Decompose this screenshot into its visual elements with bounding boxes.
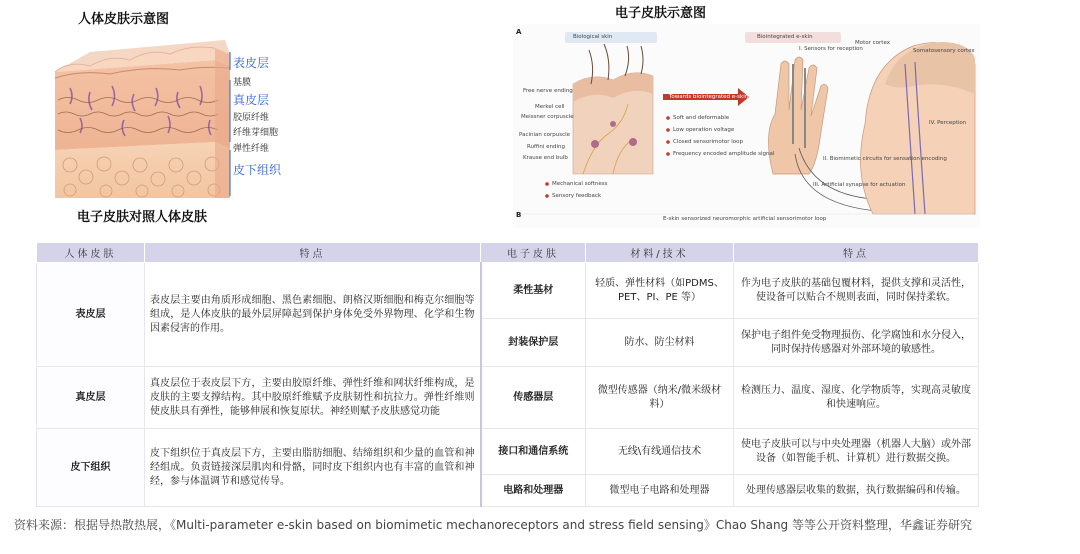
label-subcutaneous: 皮下组织	[233, 163, 282, 177]
eskin-component: 传感器层	[481, 367, 586, 429]
eskin-illustration	[513, 24, 980, 228]
synapse-label: III. Artificial synapse for actuation	[813, 182, 906, 188]
label-basement-membrane: 基膜	[233, 78, 252, 88]
receptor-label: Krause end bulb	[523, 155, 568, 161]
eskin-figure-title: 电子皮肤示意图	[615, 6, 707, 21]
motor-cortex-label: Motor cortex	[855, 40, 890, 46]
comparison-table	[36, 242, 979, 507]
somatosensory-label: Somatosensory cortex	[913, 48, 975, 54]
human-layer-name: 表皮层	[37, 263, 145, 367]
biological-skin-label: Biological skin	[573, 34, 613, 40]
table-row	[37, 429, 979, 475]
arrow-text: Towards biointegrated e-skin	[669, 94, 749, 100]
table-row	[37, 367, 979, 429]
eskin-feature: 检测压力、温度、湿度、化学物质等，实现高灵敏度和快速响应。	[734, 367, 979, 429]
panel-a-label: A	[516, 28, 522, 36]
label-epidermis: 表皮层	[233, 56, 270, 70]
label-collagen-fiber: 胶原纤维	[233, 113, 270, 123]
eskin-component: 电路和处理器	[481, 475, 586, 507]
receptor-label: Ruffini ending	[527, 144, 566, 150]
bottom-bullet: Mechanical softness	[552, 181, 608, 187]
human-skin-illustration	[50, 30, 295, 202]
human-layer-desc: 皮下组织位于真皮层下方，主要由脂肪细胞、结缔组织和少量的血管和神经组成。负责链接深层肌肉和骨骼，同时皮下组织内也有丰富的血管和神经，参与体温调节和感觉传导。	[145, 429, 481, 507]
label-dermis: 真皮层	[233, 93, 270, 107]
property-label: Closed sensorimotor loop	[673, 139, 743, 145]
header-human-skin: 人体皮肤	[37, 243, 145, 263]
header-human-features: 特点	[145, 243, 481, 263]
header-eskin: 电子皮肤	[481, 243, 586, 263]
human-skin-figure-title: 人体皮肤示意图	[78, 12, 170, 27]
circuits-label: II. Biomimetic circuits for sensation encoding	[823, 156, 947, 162]
eskin-material: 防水、防尘材料	[586, 319, 734, 367]
eskin-feature: 保护电子组件免受物理损伤、化学腐蚀和水分侵入，同时保持传感器对外部环境的敏感性。	[734, 319, 979, 367]
eskin-feature: 使电子皮肤可以与中央处理器（机器人大脑）或外部设备（如智能手机、计算机）进行数据交换。	[734, 429, 979, 475]
receptor-label: Free nerve ending	[523, 88, 573, 94]
eskin-material: 微型传感器（纳米/微米级材料）	[586, 367, 734, 429]
eskin-feature: 作为电子皮肤的基础包覆材料，提供支撑和灵活性，使设备可以贴合不规则表面，同时保持柔软。	[734, 263, 979, 319]
biointegrated-eskin-label: Biointegrated e-skin	[757, 34, 813, 40]
receptor-label: Meissner corpuscle	[521, 114, 574, 120]
property-label: Soft and deformable	[673, 115, 730, 121]
human-layer-name: 皮下组织	[37, 429, 145, 507]
property-label: Frequency encoded amplitude signal	[673, 151, 775, 157]
label-fibroblast: 纤维芽细胞	[233, 128, 279, 138]
eskin-material: 微型电子电路和处理器	[586, 475, 734, 507]
eskin-component: 柔性基材	[481, 263, 586, 319]
header-eskin-features: 特点	[734, 243, 979, 263]
eskin-material: 轻质、弹性材料（如PDMS、PET、PI、PE 等）	[586, 263, 734, 319]
source-note: 资料来源：根据导热散热展，《Multi-parameter e-skin based on biomimetic mechanoreceptors and stress field sensing》Chao Shang 等等公开资料整理，华鑫证券研究	[14, 518, 972, 532]
table-header-row	[37, 243, 979, 263]
human-layer-desc: 真皮层位于表皮层下方，主要由胶原纤维、弹性纤维和网状纤维构成，是皮肤的主要支撑结构。其中胶原纤维赋予皮肤韧性和抗拉力。弹性纤维则使皮肤具有弹性，能够伸展和恢复原状。神经则赋予皮肤感觉功能	[145, 367, 481, 429]
eskin-component: 封装保护层	[481, 319, 586, 367]
property-label: Low operation voltage	[673, 127, 735, 133]
human-layer-name: 真皮层	[37, 367, 145, 429]
perception-label: IV. Perception	[929, 120, 967, 126]
bottom-bullet: Sensory feedback	[552, 193, 602, 199]
eskin-feature: 处理传感器层收集的数据，执行数据编码和传输。	[734, 475, 979, 507]
panel-b-label: B	[516, 211, 522, 219]
receptor-label: Merkel cell	[535, 104, 565, 110]
table-row	[37, 263, 979, 319]
sensors-label: I. Sensors for reception	[799, 46, 863, 52]
label-elastic-fiber: 弹性纤维	[233, 144, 270, 154]
receptor-label: Pacinian corpuscle	[519, 132, 571, 138]
human-layer-desc: 表皮层主要由角质形成细胞、黑色素细胞、朗格汉斯细胞和梅克尔细胞等组成，是人体皮肤的最外层屏障起到保护身体免受外界物理、化学和生物因素侵害的作用。	[145, 263, 481, 367]
header-material-tech: 材料/技术	[586, 243, 734, 263]
eskin-component: 接口和通信系统	[481, 429, 586, 475]
comparison-title: 电子皮肤对照人体皮肤	[77, 210, 208, 225]
panel-b-caption: E-skin sensorized neuromorphic artificial sensorimotor loop	[663, 216, 827, 222]
eskin-material: 无线\有线通信技术	[586, 429, 734, 475]
